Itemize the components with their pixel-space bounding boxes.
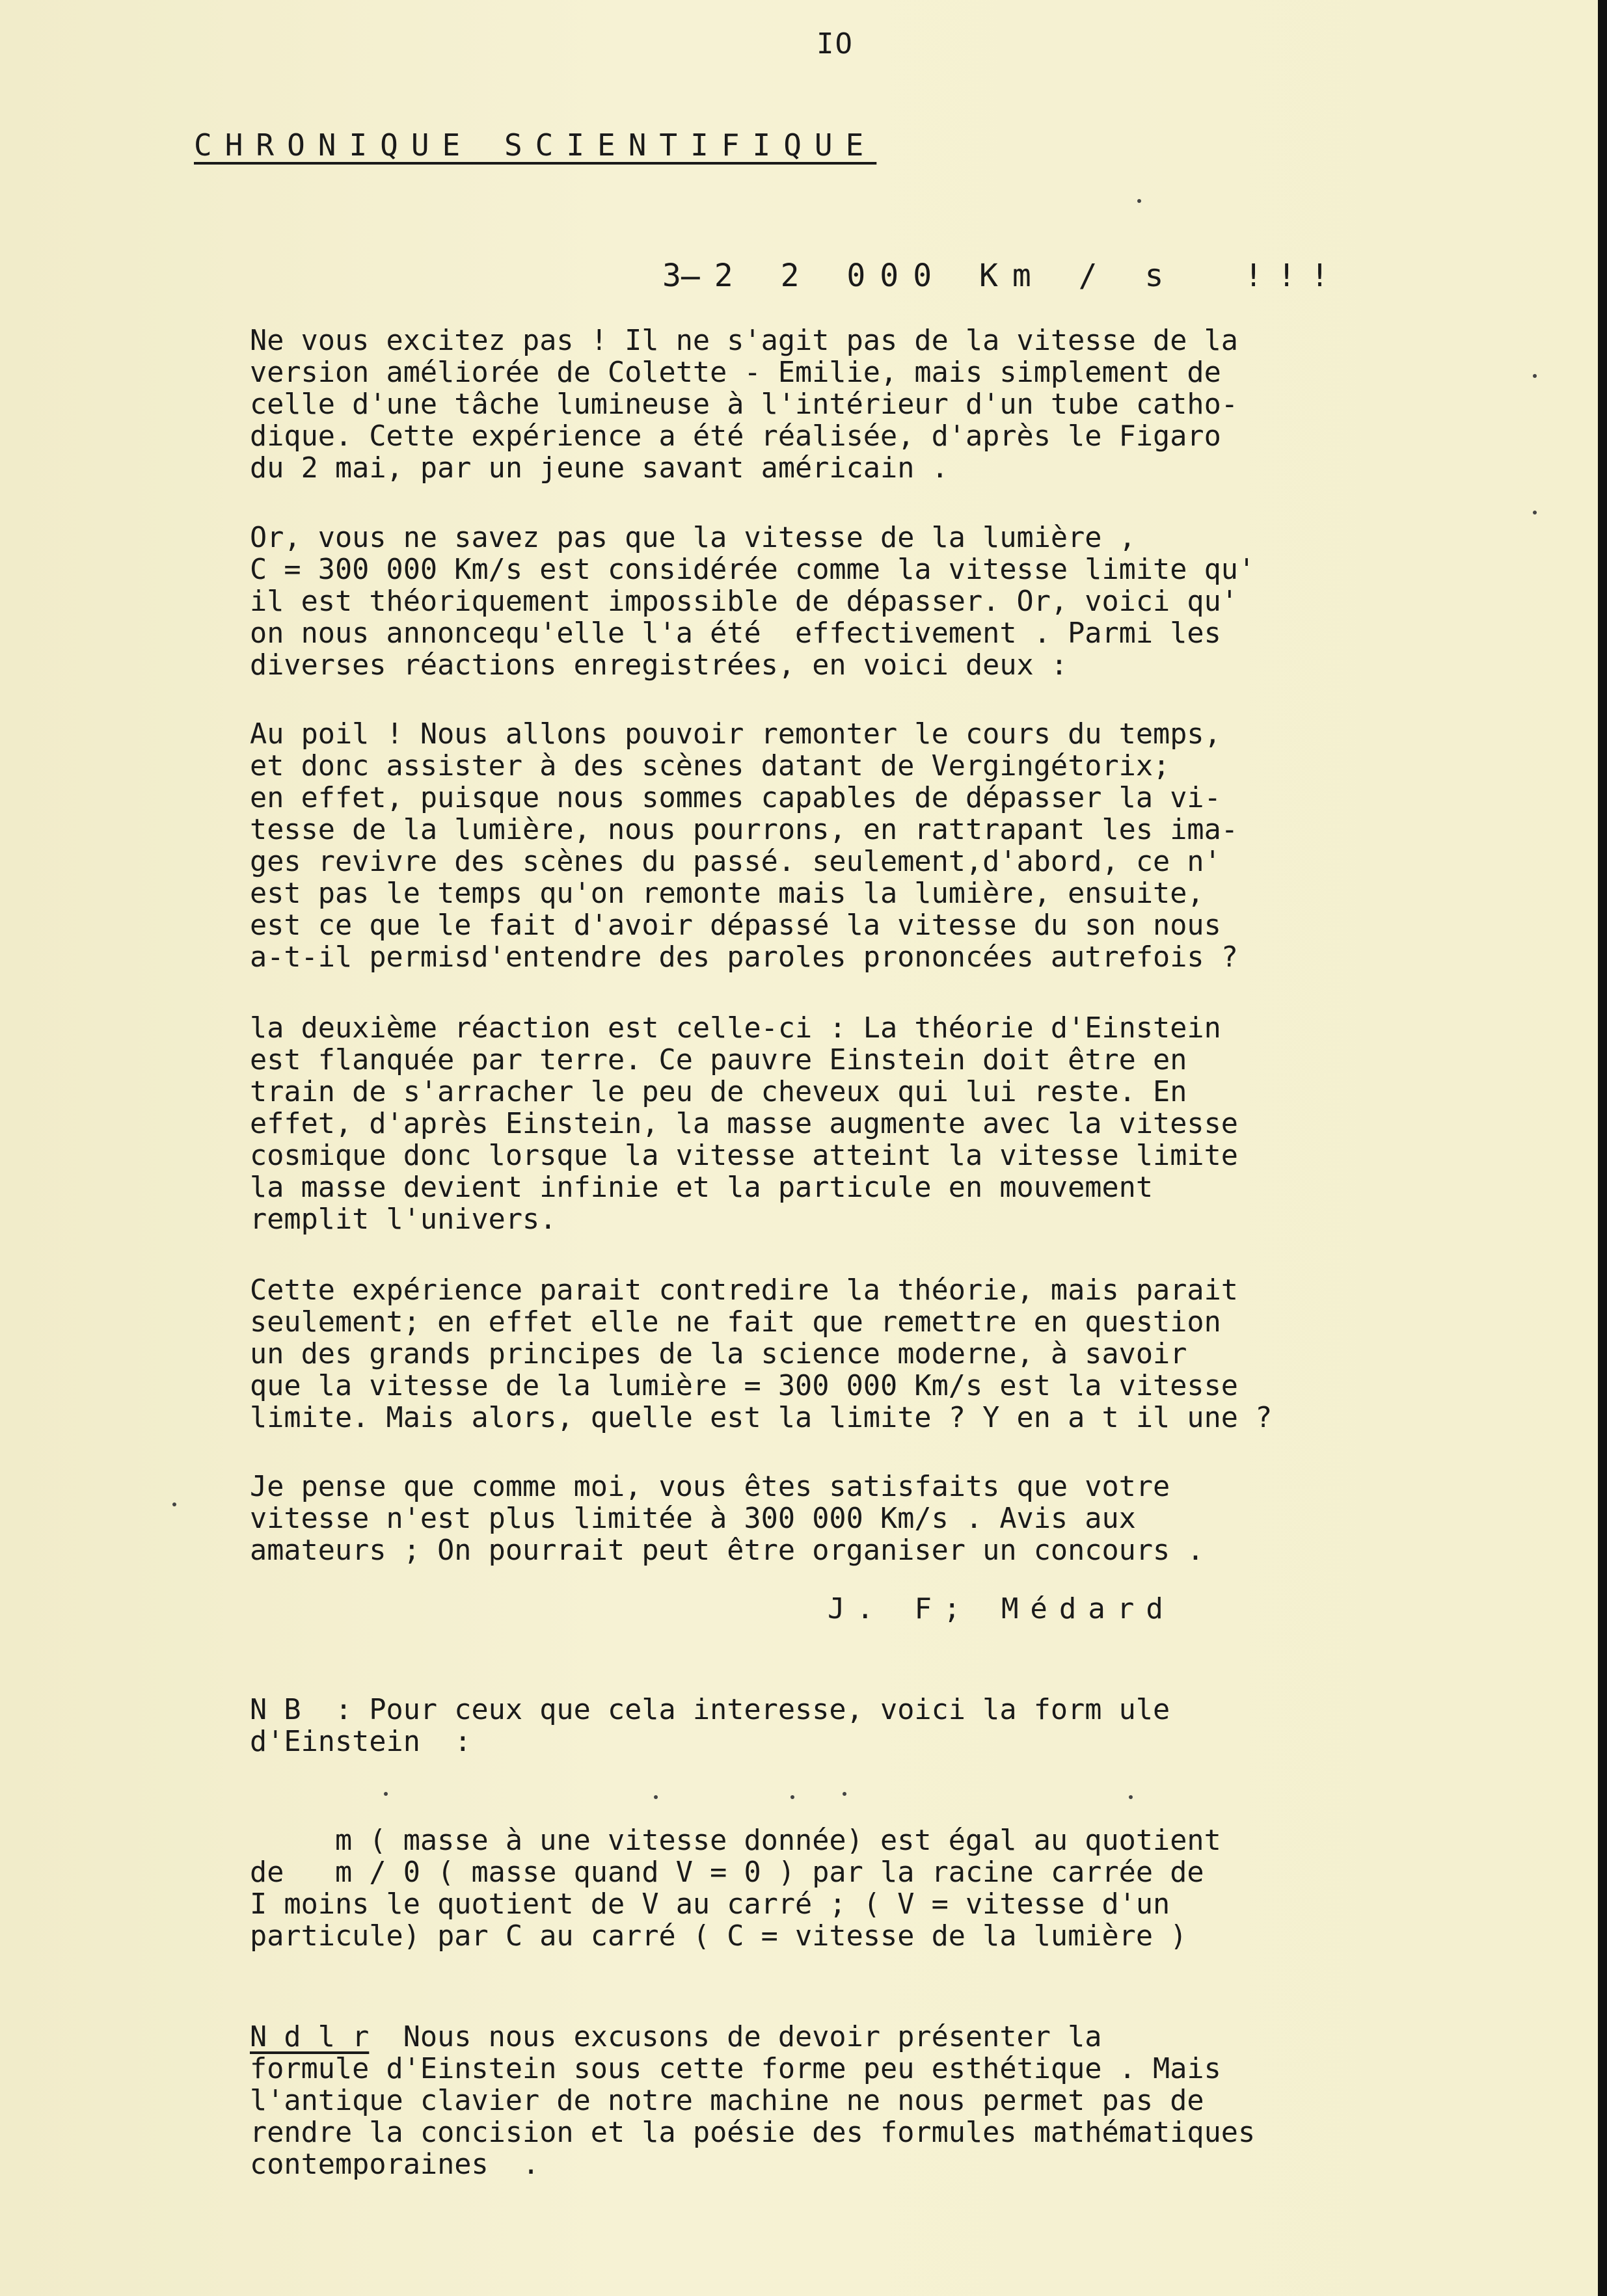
ink-speck [790, 1795, 794, 1799]
paragraph-first-reaction: Au poil ! Nous allons pouvoir remonter le cours du temps, et donc assister à des scènes datant de Vergingétorix; en effet, puisque nous sommes capables de dépasser la vi- tesse de la lumière, nous pourrons, en rattrapant les ima- ges revivre des scènes du passé. seulement,d'abord, ce n' est pas le temps qu'on remonte mais la lumière, ensuite, est ce que le fait d'avoir dépassé la vitesse du son nous a-t-il permisd'entendre des paroles prononcées autrefois ? [250, 718, 1238, 974]
einstein-formula-text: m ( masse à une vitesse donnée) est égal au quotient de m / 0 ( masse quand V = 0 ) par la racine carrée de I moins le quotient de V au carré ; ( V = vitesse d'un particule) par C au carré ( C = vitesse de la lumière ) [250, 1824, 1221, 1953]
paragraph-conclusion: Je pense que comme moi, vous êtes satisfaits que votre vitesse n'est plus limitée à 300 000 Km/s . Avis aux amateurs ; On pourrait peut être organiser un concours . [250, 1471, 1204, 1567]
ndlr-label: N d l r [250, 2021, 370, 2053]
paragraph-intro: Ne vous excitez pas ! Il ne s'agit pas de la vitesse de la version améliorée de Colette - Emilie, mais simplement de celle d'une tâche lumineuse à l'intérieur d'un tube catho- dique. Cette expérience a été réalisée, d'après le Figaro du 2 mai, par un jeune savant américain . [250, 325, 1238, 485]
nb-note: N B : Pour ceux que cela interesse, voici la form ule d'Einstein : [250, 1694, 1170, 1758]
paragraph-second-reaction: la deuxième réaction est celle-ci : La théorie d'Einstein est flanquée par terre. Ce pauvre Einstein doit être en train de s'arracher le peu de cheveux qui lui reste. En effet, d'après Einstein, la masse augmente avec la vitesse cosmique donc lorsque la vitesse atteint la vitesse limite la masse devient infinie et la particule en mouvement remplit l'univers. [250, 1012, 1238, 1236]
ink-speck [384, 1792, 388, 1796]
ink-speck [654, 1795, 658, 1799]
ink-speck [1533, 374, 1537, 378]
ndlr-note [250, 2022, 1395, 2181]
page-number: IO [817, 27, 854, 60]
ink-speck [172, 1502, 176, 1506]
author-signature: J. F; Médard [828, 1592, 1175, 1625]
scan-edge [1598, 0, 1607, 2296]
ink-speck [1129, 1795, 1133, 1799]
ink-speck [1137, 199, 1141, 203]
section-title: CHRONIQUE SCIENTIFIQUE [194, 127, 877, 163]
article-subtitle: 3̶2 2 000 Km / s !!! [662, 258, 1344, 294]
ink-speck [1533, 511, 1537, 514]
ndlr-text: Nous nous excusons de devoir présenter la formule d'Einstein sous cette forme peu esthétique . Mais l'antique clavier de notre machine ne nous permet pas de rendre la concision et la poésie des formules mathématiques contemporaines . [250, 2021, 1256, 2181]
ink-speck [843, 1792, 846, 1796]
paragraph-contradiction: Cette expérience parait contredire la théorie, mais parait seulement; en effet elle ne fait que remettre en question un des grands principes de la science moderne, à savoir que la vitesse de la lumière = 300 000 Km/s est la vitesse limite. Mais alors, quelle est la limite ? Y en a t il une ? [250, 1274, 1273, 1434]
paragraph-light-speed: Or, vous ne savez pas que la vitesse de la lumière , C = 300 000 Km/s est considérée comme la vitesse limite qu' il est théoriquement impossible de dépasser. Or, voici qu' on nous annoncequ'elle l'a été effectivement . Parmi les diverses réactions enregistrées, en voici deux : [250, 522, 1256, 682]
